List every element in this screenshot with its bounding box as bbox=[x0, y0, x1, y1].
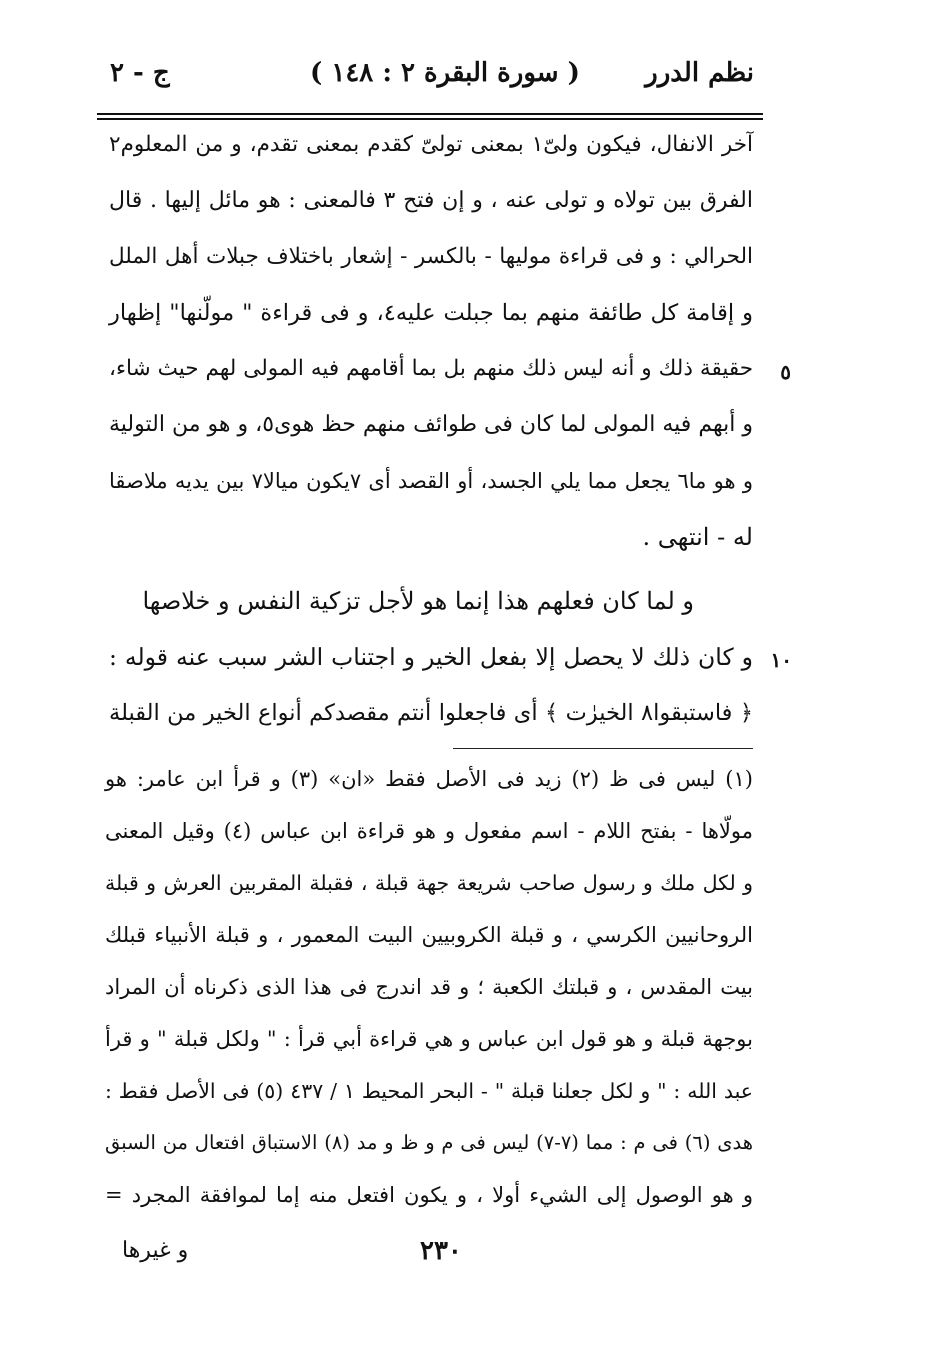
footnote-line: بيت المقدس ، و قبلتك الكعبة ؛ و قد اندرج فى هذا الذى ذكرناه أن المراد bbox=[105, 975, 753, 999]
footnote-line: بوجهة قبلة و هو قول ابن عباس و هي قراءة أبي قرأ : " ولكل قبلة " و قرأ bbox=[105, 1027, 753, 1051]
line-number-10: ١٠ bbox=[770, 648, 792, 672]
body-line: الفرق بين تولاه و تولى عنه ، و إن فتح ٣ فالمعنى : هو مائل إليها . قال bbox=[109, 188, 754, 213]
body-line: الحرالي : و فى قراءة موليها - بالكسر - إشعار باختلاف جبلات أهل الملل bbox=[109, 244, 753, 269]
footnote-line: و هو الوصول إلى الشيء أولا ، و يكون افتعل منه إما لموافقة المجرد = bbox=[105, 1183, 753, 1207]
footnote-line: الروحانيين الكرسي ، و قبلة الكروبيين البيت المعمور ، و قبلة الأنبياء قبلك bbox=[105, 923, 753, 947]
footnote-line: عبد الله : " و لكل جعلنا قبلة " - البحر المحيط ١ / ٤٣٧ (٥) فى الأصل فقط : bbox=[105, 1079, 754, 1103]
surah-reference: ( سورة البقرة ٢ : ١٤٨ ) bbox=[310, 58, 580, 88]
body-line: و كان ذلك لا يحصل إلا بفعل الخير و اجتناب الشر سبب عنه قوله : bbox=[109, 643, 753, 671]
body-line: حقيقة ذلك و أنه ليس ذلك منهم بل بما أقامهم فيه المولى لهم حيث شاء، bbox=[109, 356, 753, 381]
header-rule bbox=[97, 113, 763, 115]
footnote-separator bbox=[453, 748, 753, 749]
footnote-line: و لكل ملك و رسول صاحب شريعة جهة قبلة ، فقبلة المقربين العرش و قبلة bbox=[105, 871, 753, 895]
paragraph-start-line: و لما كان فعلهم هذا إنما هو لأجل تزكية النفس و خلاصها bbox=[142, 587, 694, 615]
catchword: و غيرها bbox=[122, 1238, 189, 1263]
line-number-5: ٥ bbox=[780, 360, 791, 384]
body-line: آخر الانفال، فيكون ولىّ١ بمعنى تولىّ كقدم بمعنى تقدم، و من المعلوم٢ bbox=[109, 132, 753, 157]
body-line: و إقامة كل طائفة منهم بما جبلت عليه٤، و فى قراءة " مولّنها" إظهار bbox=[109, 300, 753, 326]
body-line: له - انتهى . bbox=[642, 523, 753, 551]
quran-verse-line: ﴿ فاستبقوا٨ الخيرٰت ﴾ أى فاجعلوا أنتم مقصدكم أنواع الخير من القبلة bbox=[109, 700, 754, 726]
volume-number: ج - ٢ bbox=[110, 58, 170, 88]
footnote-line: هدى (٦) فى م : مما (٧-٧) ليس فى م و ظ و مد (٨) الاستباق افتعال من السبق bbox=[105, 1131, 754, 1154]
footnote-line: مولّاها - بفتح اللام - اسم مفعول و هو قراءة ابن عباس (٤) وقيل المعنى bbox=[105, 819, 753, 843]
header-rule-double bbox=[97, 118, 763, 120]
body-line: و أبهم فيه المولى لما كان فى طوائف منهم حظ هوى٥، و هو من التولية bbox=[109, 412, 753, 437]
page-number: ٢٣٠ bbox=[420, 1236, 462, 1266]
body-line: و هو ما٦ يجعل مما يلي الجسد، أو القصد أى ٧يكون ميالا٧ بين يديه ملاصقا bbox=[109, 469, 754, 493]
footnote-line: (١) ليس فى ظ (٢) زيد فى الأصل فقط «ان» (٣) و قرأ ابن عامر: هو bbox=[105, 767, 753, 791]
book-title: نظم الدرر bbox=[645, 58, 754, 88]
